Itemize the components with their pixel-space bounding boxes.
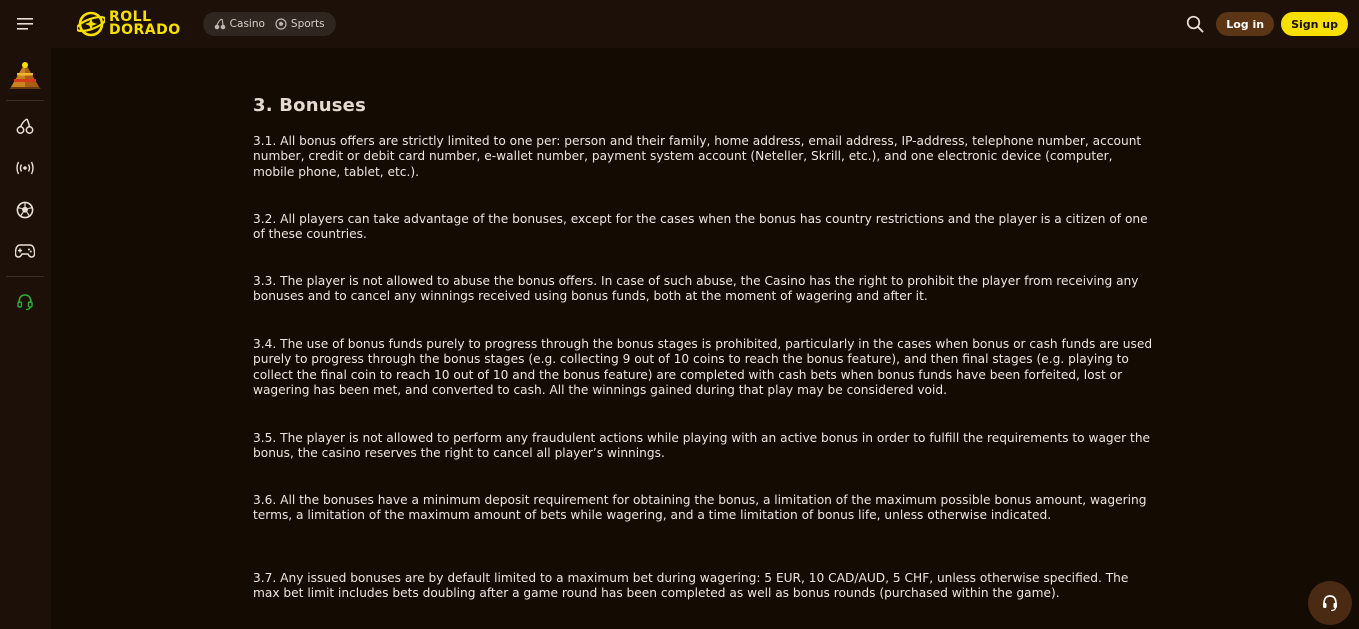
signup-button[interactable]: Sign up: [1281, 12, 1348, 36]
switch-casino-label: Casino: [229, 18, 265, 30]
paragraph-3-5: 3.5. The player is not allowed to perform any fraudulent actions while playing with an active bonus in order to fulfill the requirements to wager the bonus, the casino reserves the right to cancel all player’s winnings.: [253, 431, 1151, 461]
switch-sports-label: Sports: [290, 18, 325, 30]
headset-icon: [17, 293, 33, 311]
cherries-icon: [214, 18, 226, 30]
logo-line-1: ROLL: [109, 9, 152, 25]
search-button[interactable]: [1182, 11, 1208, 37]
section-title: 3. Bonuses: [253, 95, 366, 116]
sidebar-item-live[interactable]: [5, 151, 45, 185]
sidebar-item-games[interactable]: [5, 234, 45, 268]
paragraph-3-1: 3.1. All bonus offers are strictly limited to one per: person and their family, home address, email address, IP-address, telephone number, account number, credit or debit card number, e-wallet number, payment system account (Neteller, Skrill, etc.), and one electronic device (computer, mobile phone, tablet, etc.).: [253, 134, 1142, 179]
sidebar-item-support[interactable]: [5, 285, 45, 319]
paragraph-3-7: 3.7. Any issued bonuses are by default limited to a maximum bet during wagering: 5 EUR, 10 CAD/AUD, 5 CHF, unless otherwise specified. The max bet limit includes bets doubling after a game round has been completed as well as bonus rounds (purchased within the game).: [253, 571, 1129, 601]
switch-casino[interactable]: [209, 12, 270, 36]
sidebar: [0, 48, 51, 629]
soccer-ball-icon: [16, 201, 34, 219]
gamepad-icon: [15, 244, 35, 258]
sidebar-item-casino[interactable]: [5, 109, 45, 143]
paragraph-3-3: 3.3. The player is not allowed to abuse the bonus offers. In case of such abuse, the Casino has the right to prohibit the player from receiving any bonuses and to cancel any winnings received using bonus funds, both at the moment of wagering and after it.: [253, 274, 1139, 304]
sidebar-item-sports[interactable]: [5, 193, 45, 227]
header-actions: [1182, 11, 1359, 37]
paragraph-3-2: 3.2. All players can take advantage of the bonuses, except for the cases when the bonus has country restrictions and the player is a citizen of one of these countries.: [253, 212, 1148, 242]
paragraph-3-4: 3.4. The use of bonus funds purely to progress through the bonus stages is prohibited, particularly in the cases when bonus or cash funds are used purely to progress through the bonus stages (e.g. collecting 9 out of 10 coins to reach the bonus feature), and then final stages (e.g. playing to collect the final coin to reach 10 out of 10 and the bonus feature) are completed with cash bets when bonus funds have been forfeited, lost or wagering has been met, and converted to cash. All the winnings gained during that play may be considered void.: [253, 337, 1153, 398]
switch-sports[interactable]: [270, 12, 330, 36]
terms-content: [253, 95, 1153, 601]
logo-coin-icon: [77, 10, 105, 38]
paragraph-3-6: 3.6. All the bonuses have a minimum deposit requirement for obtaining the bonus, a limitation of the maximum possible bonus amount, wagering terms, a limitation of the maximum amount of bets while wagering, and a time limitation of bonus life, unless otherwise indicated.: [253, 493, 1147, 523]
headset-icon: [1322, 594, 1338, 612]
support-chat-button[interactable]: [1308, 581, 1352, 625]
search-icon: [1186, 15, 1204, 33]
casino-sports-switch: [203, 12, 336, 36]
broadcast-icon: [15, 160, 35, 176]
cherries-icon: [16, 117, 34, 135]
sidebar-divider: [6, 100, 44, 101]
hamburger-menu-button[interactable]: [0, 0, 50, 48]
logo[interactable]: [77, 10, 181, 38]
hamburger-icon: [17, 18, 33, 30]
login-button[interactable]: Log in: [1216, 12, 1274, 36]
top-bar: [0, 0, 1359, 48]
sidebar-item-promo-pyramid[interactable]: [5, 58, 45, 92]
logo-line-2: DORADO: [109, 22, 181, 38]
soccer-ball-icon: [275, 18, 287, 30]
sidebar-divider: [6, 276, 44, 277]
logo-text: [109, 11, 181, 37]
pyramid-icon: [8, 59, 42, 91]
